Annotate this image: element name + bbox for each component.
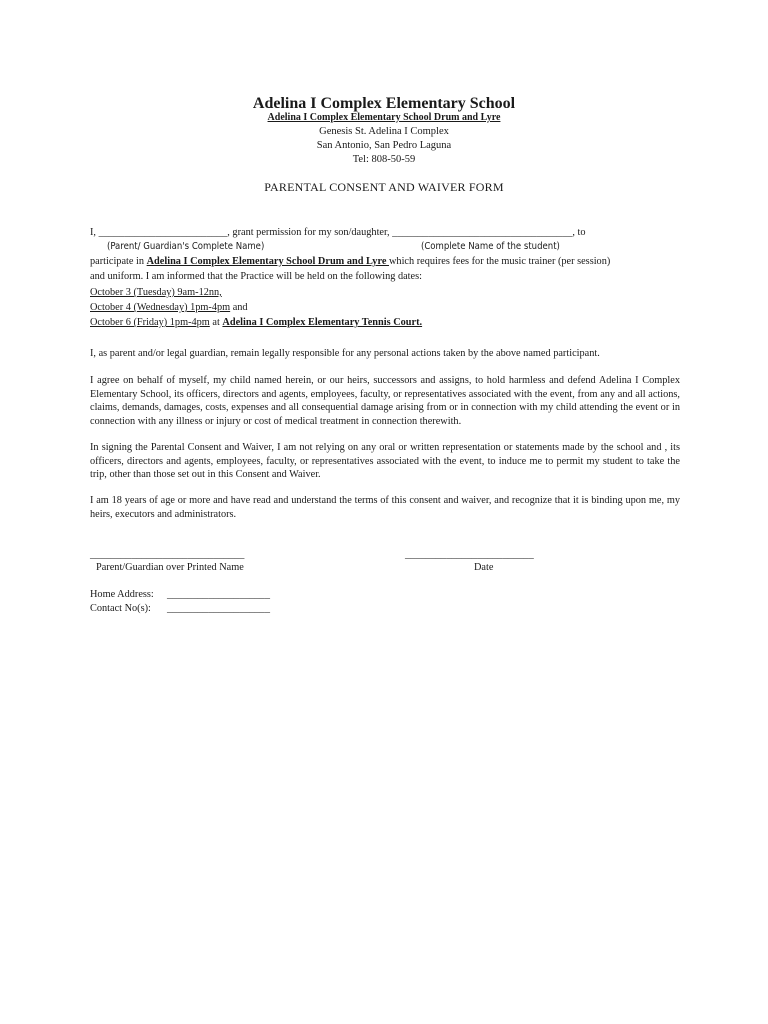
intro-line-3: and uniform. I am informed that the Practice will be held on the following dates: bbox=[90, 271, 422, 282]
contact-number-line: ____________________ bbox=[167, 603, 270, 614]
intro-line-1: I, _________________________, grant permission for my son/daughter, ___________________________________, to bbox=[90, 227, 586, 238]
home-address-line: ____________________ bbox=[167, 589, 270, 600]
home-address-label: Home Address: bbox=[90, 589, 154, 600]
practice-date-1: October 3 (Tuesday) 9am-12nn, bbox=[90, 287, 222, 298]
school-subtitle: Adelina I Complex Elementary School Drum and Lyre bbox=[267, 112, 501, 123]
paragraph-age-acknowledgment: I am 18 years of age or more and have read and understand the terms of this consent and waiver, and recognize that it is binding upon me, my heirs, executors and administrators. bbox=[90, 495, 680, 520]
intro-text: which requires fees for the music trainer (per session) bbox=[388, 256, 611, 267]
address-street: Genesis St. Adelina I Complex bbox=[319, 126, 449, 137]
student-name-label: (Complete Name of the student) bbox=[421, 241, 560, 252]
parent-signature-line: ______________________________ bbox=[90, 549, 245, 560]
paragraph-hold-harmless: I agree on behalf of myself, my child named herein, or our heirs, successors and assigns, to hold harmless and defend Adelina I Complex Elementary School, its officers, directors and agents, employees, faculty, or representatives associated with the event, from any and all actions, claims, demands, damages, costs, expenses and all consequential damage arising from or in connection with my child attending the event or in connection with any illness or injury or cost of medical treatment in connection therewith. bbox=[90, 375, 680, 427]
practice-date-3: October 6 (Friday) 1pm-4pm bbox=[90, 317, 210, 328]
org-name: Adelina I Complex Elementary School Drum and Lyre bbox=[146, 256, 389, 267]
practice-date-3-line bbox=[90, 317, 422, 328]
parent-signature-label: Parent/Guardian over Printed Name bbox=[96, 562, 244, 573]
telephone: Tel: 808-50-59 bbox=[352, 154, 416, 165]
contact-number-label: Contact No(s): bbox=[90, 603, 151, 614]
intro-line-2 bbox=[90, 256, 610, 267]
date-label: Date bbox=[474, 562, 494, 573]
paragraph-responsibility: I, as parent and/or legal guardian, remain legally responsible for any personal actions taken by the above named participant. bbox=[90, 348, 600, 359]
paragraph-no-reliance: In signing the Parental Consent and Waiver, I am not relying on any oral or written representation or statements made by the school and , its officers, directors and agents, employees, faculty, or representatives associated with the event, to induce me to permit my student to take the trip, other than those set out in this Consent and Waiver. bbox=[90, 442, 680, 480]
intro-text: participate in bbox=[90, 256, 147, 267]
practice-date-2-line bbox=[90, 302, 248, 313]
date-signature-line: _________________________ bbox=[405, 549, 534, 560]
address-city: San Antonio, San Pedro Laguna bbox=[316, 140, 452, 151]
date-mid: at bbox=[209, 317, 223, 328]
school-name: Adelina I Complex Elementary School bbox=[252, 95, 516, 112]
practice-date-2: October 4 (Wednesday) 1pm-4pm bbox=[90, 302, 231, 313]
venue: Adelina I Complex Elementary Tennis Court. bbox=[222, 317, 423, 328]
form-title: PARENTAL CONSENT AND WAIVER FORM bbox=[264, 180, 504, 194]
date-suffix: and bbox=[230, 302, 248, 313]
parent-name-label: (Parent/ Guardian's Complete Name) bbox=[107, 241, 265, 252]
